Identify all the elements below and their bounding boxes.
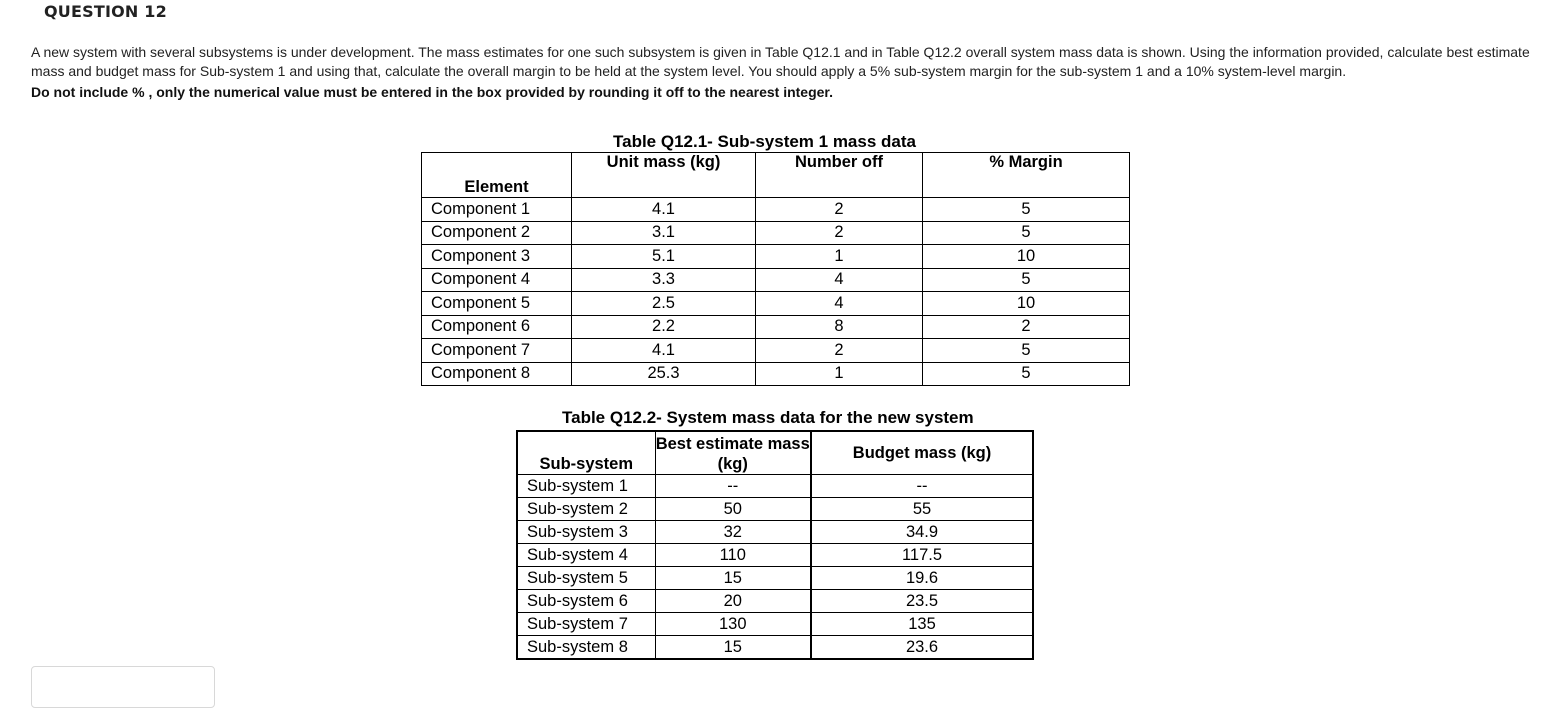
table-row — [422, 339, 1130, 363]
column-header-number-off: Number off — [756, 153, 923, 198]
table-cell: Component 7 — [422, 339, 572, 363]
table-cell: Component 5 — [422, 292, 572, 316]
table-cell: 5 — [923, 221, 1130, 245]
table-cell: 23.6 — [811, 636, 1033, 660]
table-cell: 10 — [923, 245, 1130, 269]
table-cell: -- — [811, 475, 1033, 498]
table-cell: Component 6 — [422, 315, 572, 339]
table-row — [517, 498, 1033, 521]
table-row — [517, 567, 1033, 590]
subsystem1-mass-table — [421, 152, 1130, 386]
table-row — [517, 544, 1033, 567]
table-cell: Sub-system 8 — [517, 636, 655, 660]
table-row — [517, 613, 1033, 636]
table-cell: 32 — [655, 521, 811, 544]
table-cell: 8 — [756, 315, 923, 339]
table-cell: Sub-system 1 — [517, 475, 655, 498]
table-row — [517, 590, 1033, 613]
table-cell: 2 — [756, 198, 923, 222]
table-cell: 25.3 — [572, 362, 756, 386]
table-row — [422, 268, 1130, 292]
table-cell: 5 — [923, 198, 1130, 222]
table-cell: Component 3 — [422, 245, 572, 269]
table-cell: 135 — [811, 613, 1033, 636]
table-cell: 110 — [655, 544, 811, 567]
table-row — [422, 221, 1130, 245]
table-cell: 3.3 — [572, 268, 756, 292]
table-cell: 130 — [655, 613, 811, 636]
column-header-budget-mass: Budget mass (kg) — [811, 431, 1033, 475]
table-cell: Sub-system 4 — [517, 544, 655, 567]
table-cell: 15 — [655, 567, 811, 590]
table-cell: -- — [655, 475, 811, 498]
table-cell: 2.5 — [572, 292, 756, 316]
system-mass-table — [516, 430, 1034, 660]
table-cell: 55 — [811, 498, 1033, 521]
table-cell: 1 — [756, 362, 923, 386]
table-cell: 4 — [756, 292, 923, 316]
table1-caption: Table Q12.1- Sub-system 1 mass data — [613, 132, 916, 151]
table-cell: 50 — [655, 498, 811, 521]
table-row — [422, 198, 1130, 222]
table-cell: Sub-system 5 — [517, 567, 655, 590]
table-cell: 34.9 — [811, 521, 1033, 544]
table-cell: 117.5 — [811, 544, 1033, 567]
table-cell: 2.2 — [572, 315, 756, 339]
table-row — [517, 475, 1033, 498]
table-cell: Sub-system 2 — [517, 498, 655, 521]
column-header-unit-mass: Unit mass (kg) — [572, 153, 756, 198]
column-header-margin: % Margin — [923, 153, 1130, 198]
table-cell: Component 2 — [422, 221, 572, 245]
table-cell: 4 — [756, 268, 923, 292]
table-cell: Sub-system 6 — [517, 590, 655, 613]
table-cell: 2 — [923, 315, 1130, 339]
table-cell: 1 — [756, 245, 923, 269]
table-cell: 4.1 — [572, 339, 756, 363]
table-cell: 2 — [756, 339, 923, 363]
table-cell: 15 — [655, 636, 811, 660]
answer-input[interactable] — [31, 666, 215, 708]
table-cell: Sub-system 3 — [517, 521, 655, 544]
column-header-subsystem: Sub-system — [517, 431, 655, 475]
table2-caption: Table Q12.2- System mass data for the new system — [562, 408, 974, 427]
table-cell: 19.6 — [811, 567, 1033, 590]
table-row — [422, 362, 1130, 386]
question-text: A new system with several subsystems is under development. The mass estimates for one such subsystem is given in Table Q12.1 and in Table Q12.2 overall system mass data is shown. Using the information provided, calculate best estimate mass and budget mass for Sub-system 1 and using that, calculate the overall margin to be held at the system level. You should apply a 5% sub-system margin for the sub-system 1 and a 10% system-level margin. — [31, 44, 1530, 79]
table-row — [422, 315, 1130, 339]
column-header-best-estimate: Best estimate mass (kg) — [655, 431, 811, 475]
table-cell: 2 — [756, 221, 923, 245]
table-cell: 5 — [923, 268, 1130, 292]
column-header-element: Element — [422, 153, 572, 198]
table-cell: Component 4 — [422, 268, 572, 292]
question-title: QUESTION 12 — [44, 2, 167, 21]
question-note: Do not include % , only the numerical value must be entered in the box provided by rounding it off to the nearest integer. — [31, 84, 833, 100]
table-cell: Component 1 — [422, 198, 572, 222]
table-row — [517, 521, 1033, 544]
table-cell: 4.1 — [572, 198, 756, 222]
table-cell: 5.1 — [572, 245, 756, 269]
table-cell: 3.1 — [572, 221, 756, 245]
table-cell: 5 — [923, 339, 1130, 363]
table-cell: 20 — [655, 590, 811, 613]
table-cell: 10 — [923, 292, 1130, 316]
table-row — [517, 636, 1033, 660]
table-cell: Sub-system 7 — [517, 613, 655, 636]
table-cell: 23.5 — [811, 590, 1033, 613]
table-row — [422, 292, 1130, 316]
table-cell: 5 — [923, 362, 1130, 386]
table-row — [422, 245, 1130, 269]
table-cell: Component 8 — [422, 362, 572, 386]
